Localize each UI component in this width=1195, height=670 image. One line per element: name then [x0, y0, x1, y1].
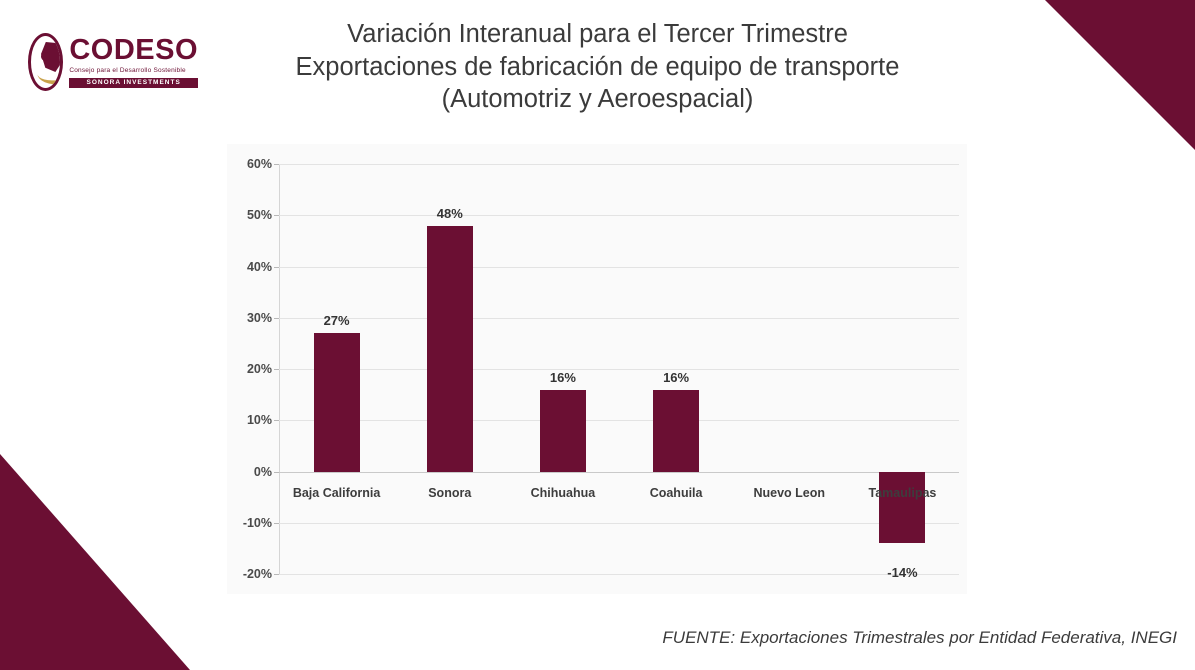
x-axis-category-label: Baja California [292, 485, 381, 500]
bar-value-label: 48% [436, 205, 463, 221]
y-axis-label: 50% [246, 208, 272, 223]
y-axis-tick [274, 574, 279, 575]
logo-text [69, 36, 198, 88]
x-axis-category-label: Sonora [428, 485, 472, 500]
y-axis-tick [274, 369, 279, 370]
bar-value-label: 27% [323, 313, 350, 329]
y-axis-label: -20% [242, 567, 272, 581]
y-axis-tick [274, 164, 279, 165]
title-line-1: Variación Interanual para el Tercer Trimestre [347, 20, 848, 48]
y-axis-tick [274, 523, 279, 524]
y-axis-tick [274, 472, 279, 473]
x-axis-category-label: Chihuahua [530, 485, 596, 500]
y-axis-tick [274, 215, 279, 216]
bar-group[interactable] [733, 164, 846, 574]
bar-group[interactable] [280, 164, 393, 574]
title-line-3: (Automotriz y Aeroespacial) [441, 85, 754, 114]
title-line-2: Exportaciones de fabricación de equipo de transporte [295, 52, 900, 81]
y-axis-tick [274, 318, 279, 319]
bar-group[interactable] [393, 164, 506, 574]
bar-group[interactable] [506, 164, 619, 574]
bar-group[interactable] [846, 164, 959, 581]
bar-chart [227, 144, 967, 594]
bar[interactable] [653, 390, 699, 472]
source-note: FUENTE: Exportaciones Trimestrales por Entidad Federativa, INEGI [662, 628, 1177, 647]
y-axis-label: 60% [246, 157, 272, 171]
bar-value-label: -14% [887, 565, 918, 581]
logo-tagline: Consejo para el Desarrollo Sostenible [69, 67, 186, 74]
bar[interactable] [314, 333, 360, 471]
y-axis-label: -10% [242, 515, 272, 530]
logo-ribbon: SONORA INVESTMENTS [69, 78, 198, 89]
bar[interactable] [540, 390, 586, 472]
gridline [279, 574, 959, 575]
bar-group[interactable] [620, 164, 733, 574]
sonora-map-icon [28, 33, 63, 91]
bar[interactable] [427, 226, 473, 472]
x-axis-category-label: Coahuila [649, 485, 703, 500]
decorative-corner-top-right [1045, 0, 1195, 150]
bar-series [280, 164, 959, 581]
logo [28, 28, 198, 96]
logo-wordmark: CODESO [69, 34, 198, 66]
plot-area [242, 157, 959, 581]
y-axis-tick [274, 420, 279, 421]
bar-value-label: 16% [663, 369, 690, 385]
bar[interactable] [879, 472, 925, 544]
y-axis-label: 40% [246, 259, 272, 274]
bar-value-label: 16% [549, 369, 576, 385]
y-axis-label: 0% [253, 464, 272, 479]
y-axis-label: 30% [246, 310, 272, 325]
y-axis-label: 10% [246, 413, 272, 428]
x-axis-category-label: Tamaulipas [868, 485, 937, 500]
page-title [200, 18, 995, 116]
decorative-corner-bottom-left [0, 370, 190, 670]
x-axis-category-label: Nuevo Leon [753, 485, 826, 500]
y-axis-tick [274, 267, 279, 268]
y-axis-label: 20% [246, 362, 272, 376]
